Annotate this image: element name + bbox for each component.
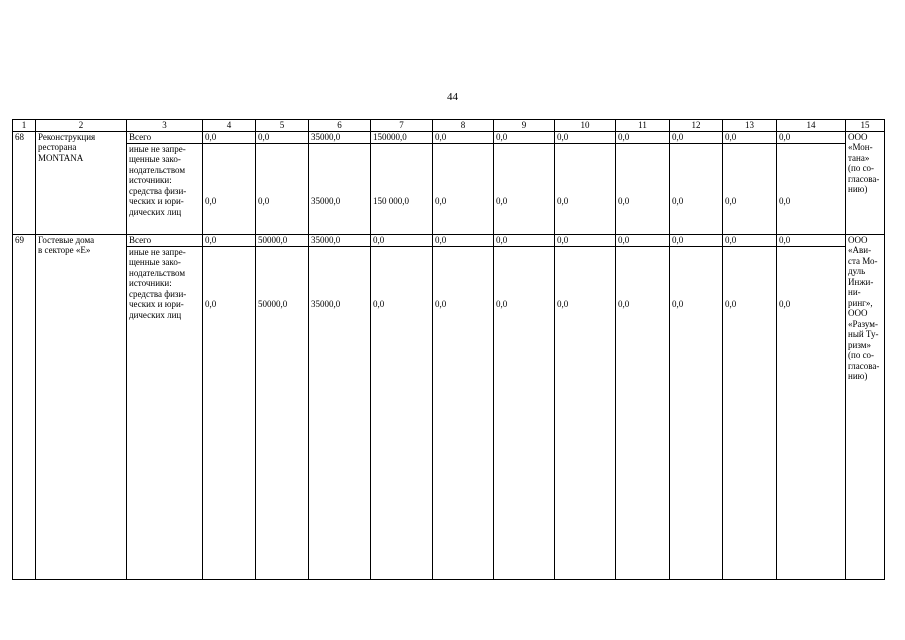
financing-table: [12, 119, 885, 580]
amount-total: 0,0: [723, 235, 776, 247]
amount-cell: [203, 234, 256, 579]
row-number: 69: [13, 234, 36, 579]
amount-total: 0,0: [371, 235, 432, 247]
amount-value: 35000,0: [311, 298, 341, 309]
amount-value: 0,0: [205, 195, 217, 206]
amount-cell: [670, 234, 723, 579]
header-cell: 12: [670, 120, 723, 132]
funding-total-label: Всего: [127, 235, 202, 247]
amount-value: 0,0: [496, 298, 508, 309]
amount-cell: [371, 131, 433, 234]
funding-source: [127, 234, 203, 579]
executor-line: ризм»: [848, 339, 871, 350]
amount-cell: [555, 234, 616, 579]
funding-source-line: иные не запре-: [129, 143, 186, 154]
header-cell: 4: [203, 120, 256, 132]
amount-value: 50000,0: [258, 298, 288, 309]
executor: [846, 131, 885, 234]
amount-cell: [777, 131, 846, 234]
amount-total: 0,0: [256, 132, 308, 144]
amount-value: 0,0: [557, 298, 569, 309]
amount-cell: [433, 131, 494, 234]
amount-value: 0,0: [672, 298, 684, 309]
funding-source-line: дических лиц: [129, 206, 182, 217]
header-cell: 15: [846, 120, 885, 132]
amount-cell: [371, 234, 433, 579]
header-cell: 9: [494, 120, 555, 132]
amount-value: 0,0: [258, 195, 270, 206]
executor-line: ста Мо-: [848, 255, 878, 266]
amount-total: 0,0: [777, 132, 845, 144]
amount-value: 0,0: [205, 298, 217, 309]
amount-total: 0,0: [723, 132, 776, 144]
amount-cell: [309, 234, 371, 579]
executor-line: дуль: [848, 266, 866, 276]
executor-line: тана»: [848, 152, 870, 163]
header-cell: 8: [433, 120, 494, 132]
amount-total: 0,0: [555, 132, 615, 144]
amount-total: 0,0: [433, 235, 493, 247]
executor-line: нию): [848, 371, 868, 381]
measure-name: [36, 234, 127, 579]
executor-line: ООО: [848, 308, 868, 318]
executor-line: ринг»,: [848, 297, 873, 308]
amount-total: 35000,0: [309, 235, 370, 247]
funding-source-line: иные не запре-: [129, 246, 186, 257]
amount-value: 0,0: [373, 298, 385, 309]
measure-name-line: ресторана: [38, 142, 77, 152]
amount-cell: [433, 234, 494, 579]
amount-cell: [777, 234, 846, 579]
executor-line: «Ави-: [848, 245, 872, 255]
executor-line: Инжи-: [848, 276, 874, 287]
amount-total: 0,0: [203, 235, 255, 247]
funding-source-line: средства физи-: [129, 288, 187, 299]
amount-value: 0,0: [725, 195, 737, 206]
funding-source-line: нодательством: [129, 267, 186, 278]
header-cell: 10: [555, 120, 616, 132]
amount-cell: [616, 131, 670, 234]
measure-name: [36, 131, 127, 234]
header-cell: 11: [616, 120, 670, 132]
amount-value: 0,0: [672, 195, 684, 206]
amount-value: 0,0: [618, 298, 630, 309]
amount-total: 0,0: [616, 132, 669, 144]
funding-source-line: ческих и юри-: [129, 299, 184, 309]
amount-cell: [309, 131, 371, 234]
funding-source-line: источники:: [129, 278, 172, 288]
header-row: [13, 120, 885, 132]
amount-cell: [494, 234, 555, 579]
funding-source-line: ческих и юри-: [129, 196, 184, 206]
funding-source: [127, 131, 203, 234]
table-row: [13, 131, 885, 234]
amount-total: 0,0: [777, 235, 845, 247]
amount-value: 0,0: [618, 195, 630, 206]
amount-value: 0,0: [725, 298, 737, 309]
measure-name-line: Гостевые дома: [38, 234, 95, 245]
measure-name-line: в секторе «Е»: [38, 245, 91, 255]
amount-cell: [670, 131, 723, 234]
amount-total: 150000,0: [371, 132, 432, 144]
table-row: [13, 234, 885, 579]
amount-cell: [723, 234, 777, 579]
header-cell: 6: [309, 120, 371, 132]
amount-value: 0,0: [496, 195, 508, 206]
row-number: 68: [13, 131, 36, 234]
executor-line: гласова-: [848, 173, 880, 184]
header-cell: 1: [13, 120, 36, 132]
measure-name-line: MONTANA: [38, 152, 84, 163]
amount-total: 35000,0: [309, 132, 370, 144]
executor: [846, 234, 885, 579]
amount-value: 0,0: [435, 195, 447, 206]
amount-total: 0,0: [555, 235, 615, 247]
funding-source-line: дических лиц: [129, 309, 182, 320]
amount-cell: [723, 131, 777, 234]
amount-cell: [256, 131, 309, 234]
amount-cell: [256, 234, 309, 579]
amount-value: 150 000,0: [373, 195, 409, 206]
amount-total: 0,0: [616, 235, 669, 247]
funding-total-label: Всего: [127, 132, 202, 144]
amount-cell: [616, 234, 670, 579]
header-cell: 13: [723, 120, 777, 132]
amount-total: 0,0: [670, 235, 722, 247]
executor-line: ООО: [848, 131, 868, 142]
amount-cell: [555, 131, 616, 234]
amount-total: 0,0: [203, 132, 255, 144]
amount-value: 0,0: [779, 298, 791, 309]
executor-line: ный Ту-: [848, 329, 879, 339]
funding-source-line: источники:: [129, 175, 172, 185]
amount-cell: [494, 131, 555, 234]
header-cell: 5: [256, 120, 309, 132]
page-number: 44: [447, 91, 458, 103]
amount-cell: [203, 131, 256, 234]
executor-line: (по со-: [848, 163, 875, 173]
executor-line: гласова-: [848, 360, 880, 371]
amount-value: 0,0: [435, 298, 447, 309]
funding-source-line: щенные зако-: [129, 154, 181, 164]
executor-line: ни-: [848, 287, 861, 297]
amount-total: 0,0: [670, 132, 722, 144]
amount-total: 0,0: [494, 132, 554, 144]
header-cell: 14: [777, 120, 846, 132]
funding-source-line: щенные зако-: [129, 257, 181, 267]
funding-source-line: нодательством: [129, 164, 186, 175]
amount-total: 0,0: [494, 235, 554, 247]
amount-value: 35000,0: [311, 195, 341, 206]
executor-line: нию): [848, 184, 868, 194]
header-cell: 7: [371, 120, 433, 132]
measure-name-line: Реконструкция: [38, 131, 96, 142]
executor-line: «Разум-: [848, 318, 878, 329]
executor-line: (по со-: [848, 350, 875, 360]
amount-total: 50000,0: [256, 235, 308, 247]
header-cell: 2: [36, 120, 127, 132]
amount-value: 0,0: [779, 195, 791, 206]
amount-total: 0,0: [433, 132, 493, 144]
executor-line: «Мон-: [848, 142, 873, 152]
executor-line: ООО: [848, 234, 868, 245]
amount-value: 0,0: [557, 195, 569, 206]
funding-source-line: средства физи-: [129, 185, 187, 196]
header-cell: 3: [127, 120, 203, 132]
